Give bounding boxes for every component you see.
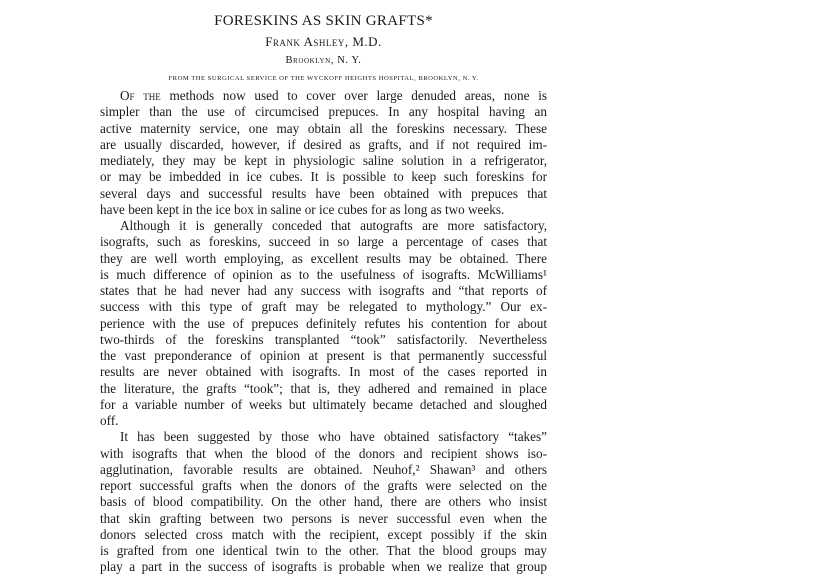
text-line: isografts, such as foreskins, succeed in so large a percentage of cases that [100,234,547,250]
paragraph-3 [100,429,547,575]
text-line: the vast preponderance of opinion at present is that permanently successful [100,348,547,363]
text-line: mediately, they may be kept in physiologic saline solution in a refrigerator, [100,153,547,168]
text-line: two-thirds of the foreskins transplanted “took” satisfactorily. Nevertheless [100,331,547,347]
text-line: donors selected cross match with the recipient, except possibly if the skin [100,526,547,542]
text-line: off. [100,413,119,428]
article-page [100,10,547,576]
text-line: It has been suggested by those who have obtained satisfactory “takes” [120,429,547,445]
text-line: several days and successful results have been obtained with prepuces that [100,185,547,201]
paragraph-1 [100,88,547,218]
text-line: is much difference of opinion as to the usefulness of isografts. McWilliams¹ [100,266,547,282]
text-line: that skin grafting between two persons is never successful even when the [100,510,547,526]
text-line: with isografts that when the blood of the donors and recipient shows iso- [100,445,547,461]
text-line: they are well worth employing, as excellent results may be obtained. There [100,250,547,266]
text-line: play a part in the success of isografts is probable when we realize that group [100,559,547,575]
text-line: simpler than the use of circumcised prepuces. In any hospital having an [100,104,547,120]
author-name: Frank Ashley, M.D. [265,34,382,49]
text-line: for a variable number of weeks but ultimately became detached and sloughed [100,396,547,412]
text-line: is grafted from one identical twin to the other. That the blood groups may [100,543,547,558]
affiliation-note: FROM THE SURGICAL SERVICE OF THE WYCKOFF HEIGHTS HOSPITAL, BROOKLYN, N. Y. [168,75,479,82]
text-line: Of the methods now used to cover over large denuded areas, none is [120,88,547,103]
text-line: success with this type of graft may be relegated to mythology.” Our ex- [100,299,547,315]
text-line: the literature, the grafts “took”; that is, they adhered and remained in place [100,380,547,396]
text-line: results are never obtained with isografts. In most of the cases reported in [100,364,547,380]
text-line: active maternity service, one may obtain all the foreskins necessary. These [100,120,547,136]
text-line: states that he had never had any success with isografts and “that reports of [100,283,547,298]
text-line: basis of blood compatibility. On the other hand, there are others who insist [100,494,547,510]
article-title: FORESKINS AS SKIN GRAFTS* [214,13,433,29]
author-location: Brooklyn, N. Y. [285,55,362,66]
text-line: report successful grafts when the donors of the grafts were selected on the [100,478,547,493]
text-line: Although it is generally conceded that autografts are more satisfactory, [120,218,547,233]
lead-small-caps: Of the [120,88,161,103]
text-line: have been kept in the ice box in saline or ice cubes for as long as two weeks. [100,201,505,217]
text-line: are usually discarded, however, if desired as grafts, and if not required im- [100,136,547,152]
text-line: perience with the use of prepuces definitely refutes his contention for about [100,315,547,331]
text-line: agglutination, favorable results are obtained. Neuhof,² Shawan³ and others [100,461,547,477]
paragraph-2 [100,218,547,429]
text-line: or may be imbedded in ice cubes. It is possible to keep such foreskins for [100,169,547,185]
